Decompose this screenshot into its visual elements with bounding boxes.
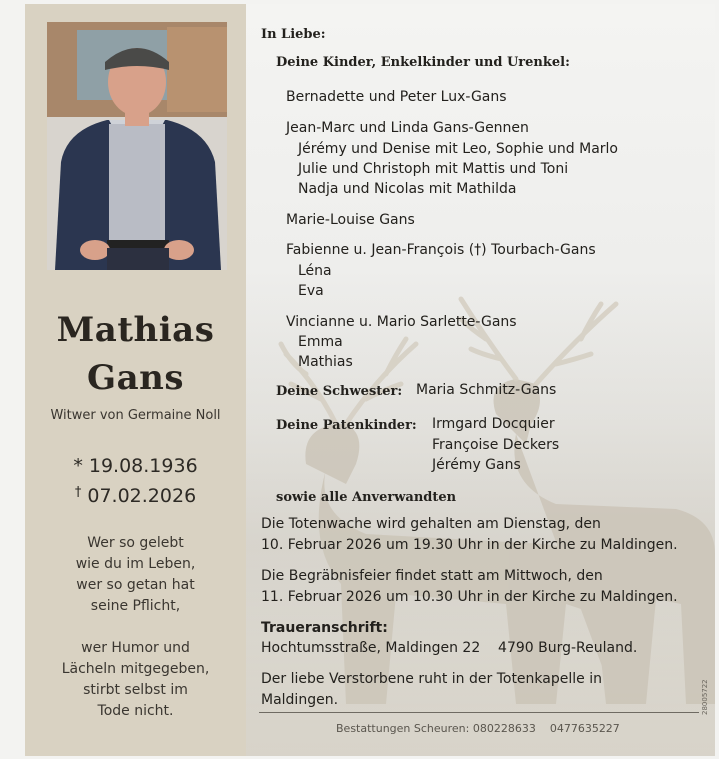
sister-label: Deine Schwester: bbox=[276, 384, 403, 399]
address-text: Hochtumsstraße, Maldingen 22 4790 Burg-Reuland. bbox=[261, 640, 638, 656]
family-line: Fabienne u. Jean-François (†) Tourbach-Gans bbox=[286, 242, 596, 258]
quote-line: stirbt selbst im bbox=[83, 682, 188, 698]
family-line: Marie-Louise Gans bbox=[286, 212, 415, 228]
left-panel bbox=[25, 4, 246, 756]
quote-line: wer so getan hat bbox=[76, 577, 195, 593]
family-line: Vincianne u. Mario Sarlette-Gans bbox=[286, 314, 517, 330]
relatives-line: sowie alle Anverwandten bbox=[276, 490, 457, 505]
side-reference-code: 28005722 bbox=[701, 679, 709, 715]
godchild-name: Jérémy Gans bbox=[432, 457, 521, 473]
wake-notice-line: Die Totenwache wird gehalten am Dienstag, den bbox=[261, 516, 601, 532]
quote-line: seine Pflicht, bbox=[90, 598, 181, 614]
obituary-frame bbox=[25, 4, 715, 756]
family-line: Julie und Christoph mit Mattis und Toni bbox=[298, 161, 569, 177]
family-line: Léna bbox=[298, 263, 332, 279]
rest-notice-line: Maldingen. bbox=[261, 692, 339, 708]
family-line: Emma bbox=[298, 334, 343, 350]
undertaker-contact: Bestattungen Scheuren: 080228633 0477635227 bbox=[336, 722, 620, 735]
wake-notice-line: 10. Februar 2026 um 19.30 Uhr in der Kirche zu Maldingen. bbox=[261, 537, 678, 553]
right-panel bbox=[246, 4, 715, 756]
family-line: Mathias bbox=[298, 354, 353, 370]
family-line: Bernadette und Peter Lux-Gans bbox=[286, 89, 507, 105]
quote-line: Lächeln mitgegeben, bbox=[61, 661, 210, 677]
deceased-last-name: Gans bbox=[87, 358, 184, 398]
footer-divider bbox=[259, 712, 699, 713]
sister-name: Maria Schmitz-Gans bbox=[416, 382, 557, 398]
godchild-name: Françoise Deckers bbox=[432, 437, 560, 453]
children-heading: Deine Kinder, Enkelkinder und Urenkel: bbox=[276, 55, 570, 70]
death-date: 07.02.2026 bbox=[87, 485, 197, 507]
quote-line: wer Humor und bbox=[81, 640, 190, 656]
family-line: Jérémy und Denise mit Leo, Sophie und Marlo bbox=[298, 141, 618, 157]
godchildren-label: Deine Patenkinder: bbox=[276, 418, 417, 433]
funeral-notice-line: 11. Februar 2026 um 10.30 Uhr in der Kirche zu Maldingen. bbox=[261, 589, 678, 605]
address-label: Traueranschrift: bbox=[261, 620, 388, 636]
quote-line: wie du im Leben, bbox=[75, 556, 196, 572]
death-date-line bbox=[25, 485, 246, 507]
funeral-notice-line: Die Begräbnisfeier findet statt am Mittwoch, den bbox=[261, 568, 603, 584]
deceased-first-name: Mathias bbox=[56, 310, 215, 350]
rest-notice-line: Der liebe Verstorbene ruht in der Totenkapelle in bbox=[261, 671, 602, 687]
portrait-photo bbox=[47, 22, 227, 270]
quote-line: Wer so gelebt bbox=[87, 535, 184, 551]
birth-date: * 19.08.1936 bbox=[73, 455, 198, 477]
widow-of-text: Witwer von Germaine Noll bbox=[50, 408, 221, 423]
family-line: Jean-Marc und Linda Gans-Gennen bbox=[286, 120, 529, 136]
quote-line: Tode nicht. bbox=[97, 703, 174, 719]
family-line: Eva bbox=[298, 283, 324, 299]
death-cross-icon: † bbox=[74, 485, 82, 500]
intro-heading: In Liebe: bbox=[261, 27, 326, 42]
family-line: Nadja und Nicolas mit Mathilda bbox=[298, 181, 517, 197]
godchild-name: Irmgard Docquier bbox=[432, 416, 555, 432]
